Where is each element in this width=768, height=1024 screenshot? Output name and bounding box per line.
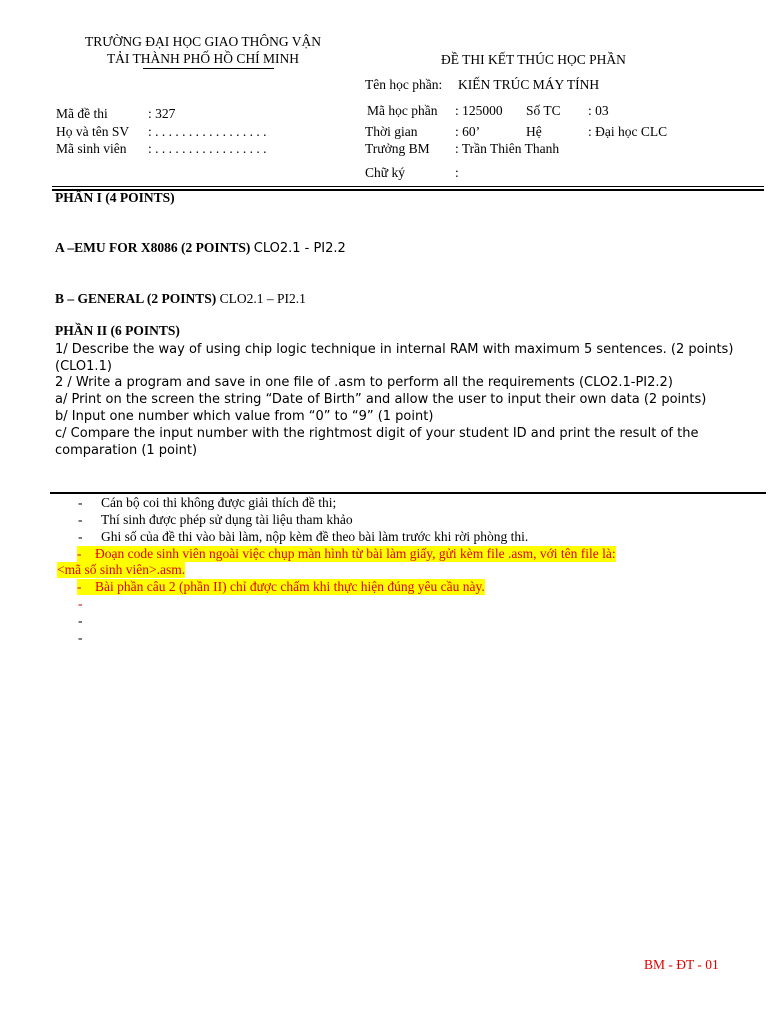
section-b-clo: CLO2.1 – PI2.1 [219, 291, 306, 306]
note-bullet: - [78, 512, 83, 527]
note-bullet-empty: - [78, 596, 83, 611]
part1-section-a [55, 240, 346, 256]
form-code: BM - ĐT - 01 [644, 957, 719, 972]
part2-title: PHẦN II (6 POINTS) [55, 323, 180, 338]
credits-value: : 03 [588, 103, 609, 118]
note-bullet: - [77, 546, 82, 561]
student-id-field: : . . . . . . . . . . . . . . . . . [148, 141, 267, 156]
note-bullet-empty: - [78, 630, 83, 645]
course-code-label: Mã học phần [367, 103, 438, 118]
system-value: : Đại học CLC [588, 124, 668, 139]
exam-code-value: : 327 [148, 106, 176, 121]
note-highlighted-item [77, 546, 616, 562]
department-head-value: : Trần Thiên Thanh [455, 141, 560, 156]
part2-line: a/ Print on the screen the string “Date of Birth” and allow the user to input their own data (2 points) [55, 392, 707, 407]
part1-section-b [55, 291, 306, 307]
student-name-label: Họ và tên SV [56, 124, 130, 139]
course-code-value: : 125000 [455, 103, 503, 118]
part2-line: c/ Compare the input number with the rightmost digit of your student ID and print the result of the [55, 426, 699, 441]
course-label: Tên học phần: [365, 77, 443, 92]
department-head-label: Trưởng BM [365, 141, 430, 156]
note-highlighted-item [77, 579, 485, 595]
signature-label: Chữ ký [365, 165, 405, 180]
part2-line: comparation (1 point) [55, 443, 198, 458]
time-label: Thời gian [365, 124, 418, 139]
system-label: Hệ [526, 124, 542, 139]
student-name-field: : . . . . . . . . . . . . . . . . . [148, 124, 267, 139]
note-text: Đoạn code sinh viên ngoài việc chụp màn hình từ bài làm giấy, gửi kèm file .asm, với tên file là: [95, 546, 616, 561]
exam-code-label: Mã đề thi [56, 106, 108, 121]
section-a-clo: CLO2.1 - PI2.2 [253, 241, 346, 256]
note-text: Bài phần câu 2 (phần II) chỉ được chấm khi thực hiện đúng yêu cầu này. [95, 579, 485, 594]
course-name: KIẾN TRÚC MÁY TÍNH [458, 77, 600, 92]
school-name-line2: TẢI THÀNH PHỐ HỒ CHÍ MINH [106, 51, 300, 66]
notes-divider [50, 492, 766, 494]
part2-line: b/ Input one number which value from “0” to “9” (1 point) [55, 409, 434, 424]
student-id-label: Mã sinh viên [56, 141, 127, 156]
note-item: Ghi số của đề thi vào bài làm, nộp kèm đề theo bài làm trước khi rời phòng thi. [101, 529, 529, 544]
part2-line: (CLO1.1) [55, 359, 112, 374]
part1-title: PHẦN I (4 POINTS) [55, 190, 175, 205]
part2-line: 2 / Write a program and save in one file of .asm to perform all the requirements (CLO2.1-PI2.2) [55, 375, 673, 390]
exam-title: ĐỀ THI KẾT THÚC HỌC PHẦN [441, 52, 626, 67]
part2-line: 1/ Describe the way of using chip logic technique in internal RAM with maximum 5 sentences. (2 points) [55, 342, 734, 357]
signature-value: : [455, 165, 459, 180]
note-bullet: - [77, 579, 82, 594]
section-a-title: A –EMU FOR X8086 (2 POINTS) [55, 240, 251, 255]
note-highlighted-continuation: <mã số sinh viên>.asm. [57, 562, 186, 577]
section-b-title: B – GENERAL (2 POINTS) [55, 291, 217, 306]
note-item: Thí sinh được phép sử dụng tài liệu tham khảo [101, 512, 353, 527]
note-bullet-empty: - [78, 613, 83, 628]
credits-label: Số TC [526, 103, 561, 118]
school-name-line1: TRƯỜNG ĐẠI HỌC GIAO THÔNG VẬN [84, 34, 322, 49]
note-bullet: - [78, 529, 83, 544]
school-underline [143, 68, 274, 69]
note-item: Cán bộ coi thi không được giải thích đề thi; [101, 495, 337, 510]
note-bullet: - [78, 495, 83, 510]
time-value: : 60’ [455, 124, 481, 139]
header-divider-top [52, 186, 764, 187]
